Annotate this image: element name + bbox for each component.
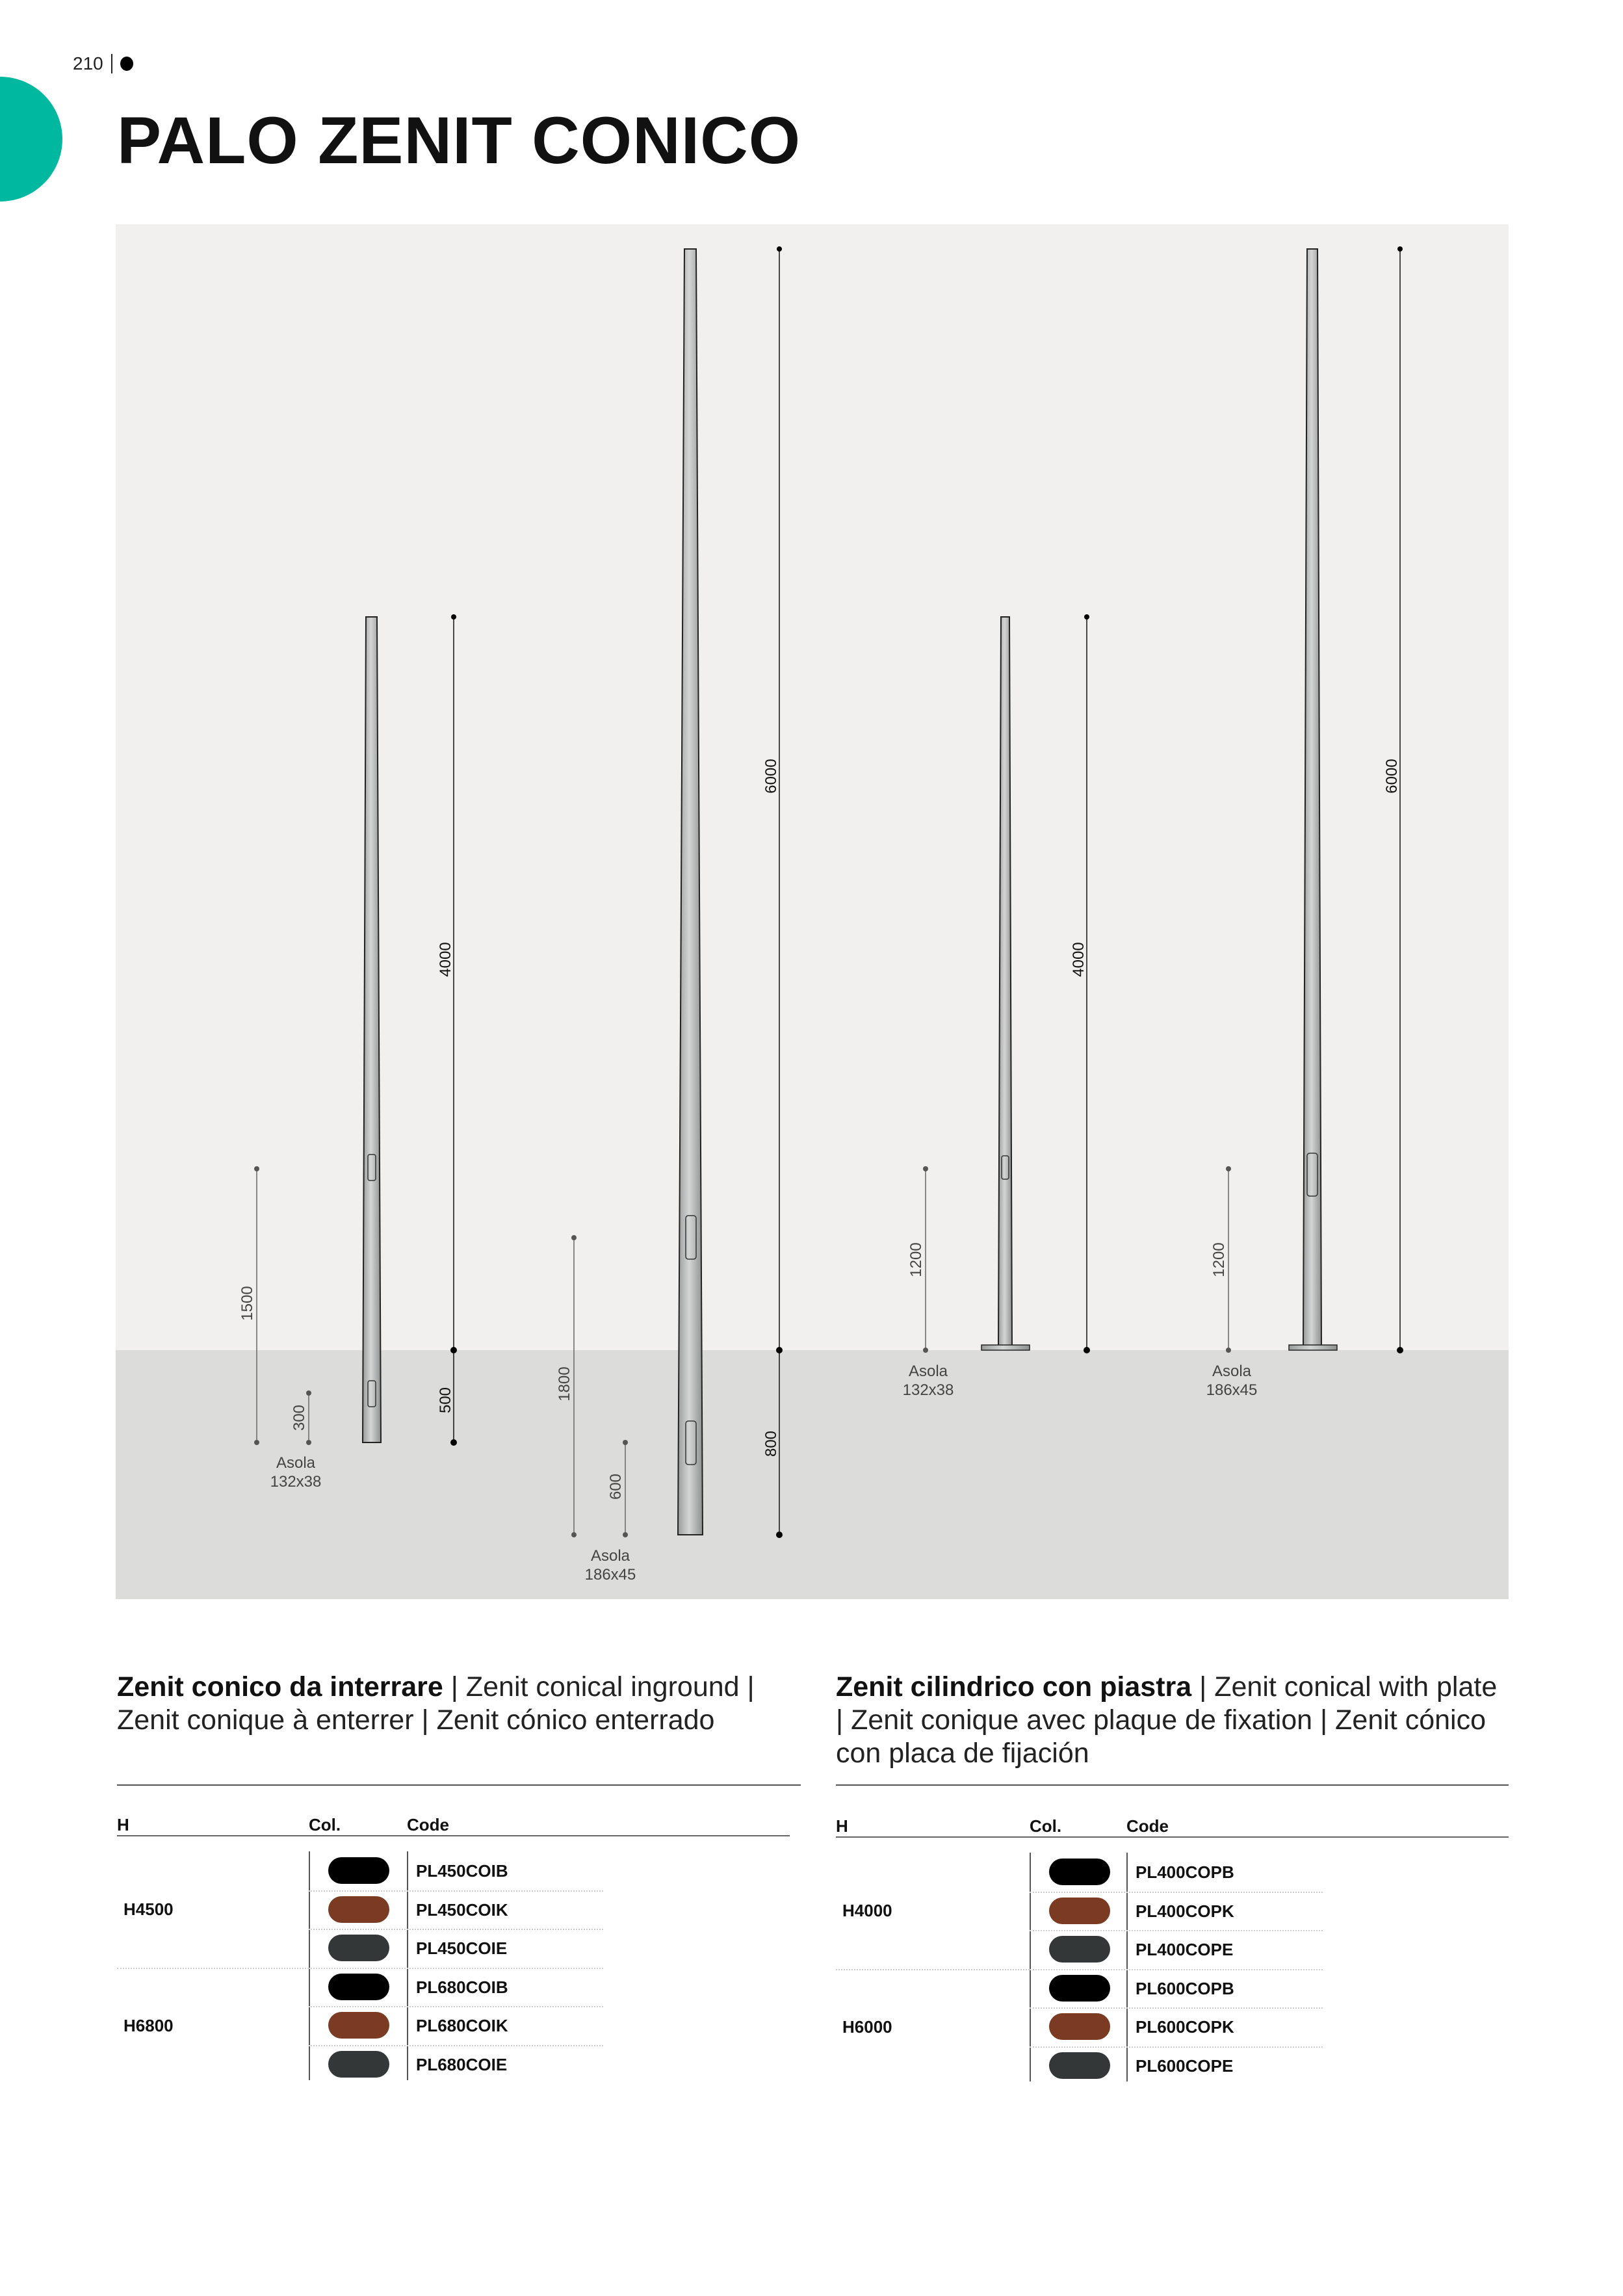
header-line bbox=[836, 1836, 1509, 1838]
separator bbox=[111, 54, 112, 73]
row-separator bbox=[309, 2006, 603, 2007]
bullet-icon bbox=[120, 57, 133, 71]
product-code: PL450COIE bbox=[416, 1938, 508, 1958]
col-color: Col. bbox=[1030, 1816, 1062, 1836]
product-code: PL600COPK bbox=[1136, 2017, 1234, 2037]
row-separator bbox=[1030, 1930, 1323, 1931]
divider bbox=[117, 1784, 801, 1786]
dim-slot-low: 600 bbox=[607, 1473, 625, 1500]
product-heading-inground bbox=[117, 1671, 767, 1737]
col-code: Code bbox=[1126, 1816, 1169, 1836]
color-swatch-corten bbox=[1049, 2013, 1110, 2040]
product-code: PL450COIK bbox=[416, 1899, 508, 1920]
heading-translations: | Zenit conical with plate | Zenit conique avec plaque de fixation | Zenit cónico con placa de fijación bbox=[836, 1671, 1498, 1769]
row-separator bbox=[1030, 2046, 1323, 2048]
pole-4-shaft bbox=[1303, 249, 1321, 1346]
dim-buried: 500 bbox=[437, 1387, 454, 1414]
col-h: H bbox=[836, 1816, 848, 1836]
row-separator bbox=[1030, 1969, 1323, 1970]
section-marker bbox=[0, 77, 62, 202]
col-code: Code bbox=[407, 1815, 449, 1834]
color-swatch-black bbox=[328, 1974, 389, 2000]
asola-size: 132x38 bbox=[902, 1381, 954, 1399]
color-swatch-black bbox=[1049, 1975, 1110, 2002]
pole-3-shaft bbox=[998, 617, 1012, 1346]
row-separator bbox=[1030, 2007, 1323, 2009]
asola-label: Asola bbox=[590, 1547, 630, 1565]
heading-bold: Zenit cilindrico con piastra bbox=[836, 1671, 1192, 1702]
header-line bbox=[117, 1835, 790, 1836]
dim-total: 6000 bbox=[1383, 759, 1401, 794]
color-swatch-black bbox=[328, 1857, 389, 1884]
product-code: PL680COIE bbox=[416, 2054, 508, 2074]
color-swatch-corten bbox=[328, 2012, 389, 2039]
page-number bbox=[73, 53, 133, 74]
base-plate bbox=[1289, 1345, 1337, 1350]
color-swatch-black bbox=[1049, 1859, 1110, 1885]
row-separator bbox=[1030, 1892, 1323, 1893]
product-code: PL400COPK bbox=[1136, 1901, 1234, 1921]
product-code: PL680COIK bbox=[416, 2016, 508, 2035]
dim-slot: 1200 bbox=[907, 1242, 925, 1277]
asola-label: Asola bbox=[276, 1454, 316, 1472]
dim-slot-high: 1500 bbox=[239, 1286, 256, 1321]
dim-total: 4000 bbox=[437, 942, 454, 977]
product-code: PL680COIB bbox=[416, 1977, 508, 1997]
pole-1-shaft bbox=[363, 617, 381, 1442]
pole-drawing bbox=[116, 224, 1509, 1599]
asola-label: Asola bbox=[908, 1363, 948, 1380]
heading-translations: | Zenit conical inground | Zenit conique à enterrer | Zenit cónico enterrado bbox=[117, 1671, 755, 1736]
asola-size: 186x45 bbox=[1206, 1381, 1258, 1399]
product-heading-plate bbox=[836, 1671, 1512, 1770]
dim-slot: 1200 bbox=[1210, 1242, 1228, 1277]
product-code: PL600COPB bbox=[1136, 1978, 1234, 1998]
dim-slot-low: 300 bbox=[291, 1404, 308, 1431]
ground-background bbox=[116, 1350, 1509, 1599]
row-separator bbox=[309, 1929, 603, 1930]
dim-buried: 800 bbox=[762, 1430, 780, 1457]
color-swatch-anthracite bbox=[1049, 1936, 1110, 1963]
sky-background bbox=[116, 224, 1509, 1350]
row-separator bbox=[309, 1968, 603, 1969]
height-label: H6000 bbox=[842, 2016, 892, 2037]
color-swatch-corten bbox=[1049, 1898, 1110, 1924]
product-code: PL400COPE bbox=[1136, 1940, 1234, 1959]
page-title: PALO ZENIT CONICO bbox=[117, 103, 801, 177]
col-h: H bbox=[117, 1815, 129, 1834]
divider bbox=[836, 1784, 1509, 1786]
row-separator bbox=[309, 2045, 603, 2046]
height-label: H6800 bbox=[123, 2015, 174, 2035]
page-number-text: 210 bbox=[73, 53, 103, 73]
asola-size: 132x38 bbox=[270, 1473, 322, 1491]
base-plate bbox=[981, 1345, 1030, 1350]
color-swatch-corten bbox=[328, 1896, 389, 1923]
row-separator bbox=[309, 1890, 603, 1892]
col-color: Col. bbox=[309, 1815, 341, 1834]
group-separator bbox=[117, 1968, 309, 1969]
asola-label: Asola bbox=[1212, 1363, 1252, 1380]
asola-size: 186x45 bbox=[584, 1566, 636, 1584]
product-code: PL400COPB bbox=[1136, 1862, 1234, 1882]
color-swatch-anthracite bbox=[328, 1935, 389, 1961]
group-separator bbox=[836, 1969, 1030, 1970]
color-swatch-anthracite bbox=[1049, 2052, 1110, 2079]
dim-total: 6000 bbox=[762, 759, 780, 794]
heading-bold: Zenit conico da interrare bbox=[117, 1671, 443, 1702]
color-swatch-anthracite bbox=[328, 2051, 389, 2078]
dim-total: 4000 bbox=[1070, 942, 1087, 977]
dim-slot-high: 1800 bbox=[556, 1366, 573, 1402]
product-code: PL600COPE bbox=[1136, 2055, 1234, 2076]
product-code: PL450COIB bbox=[416, 1861, 508, 1881]
height-label: H4500 bbox=[123, 1899, 174, 1920]
height-label: H4000 bbox=[842, 1901, 892, 1921]
